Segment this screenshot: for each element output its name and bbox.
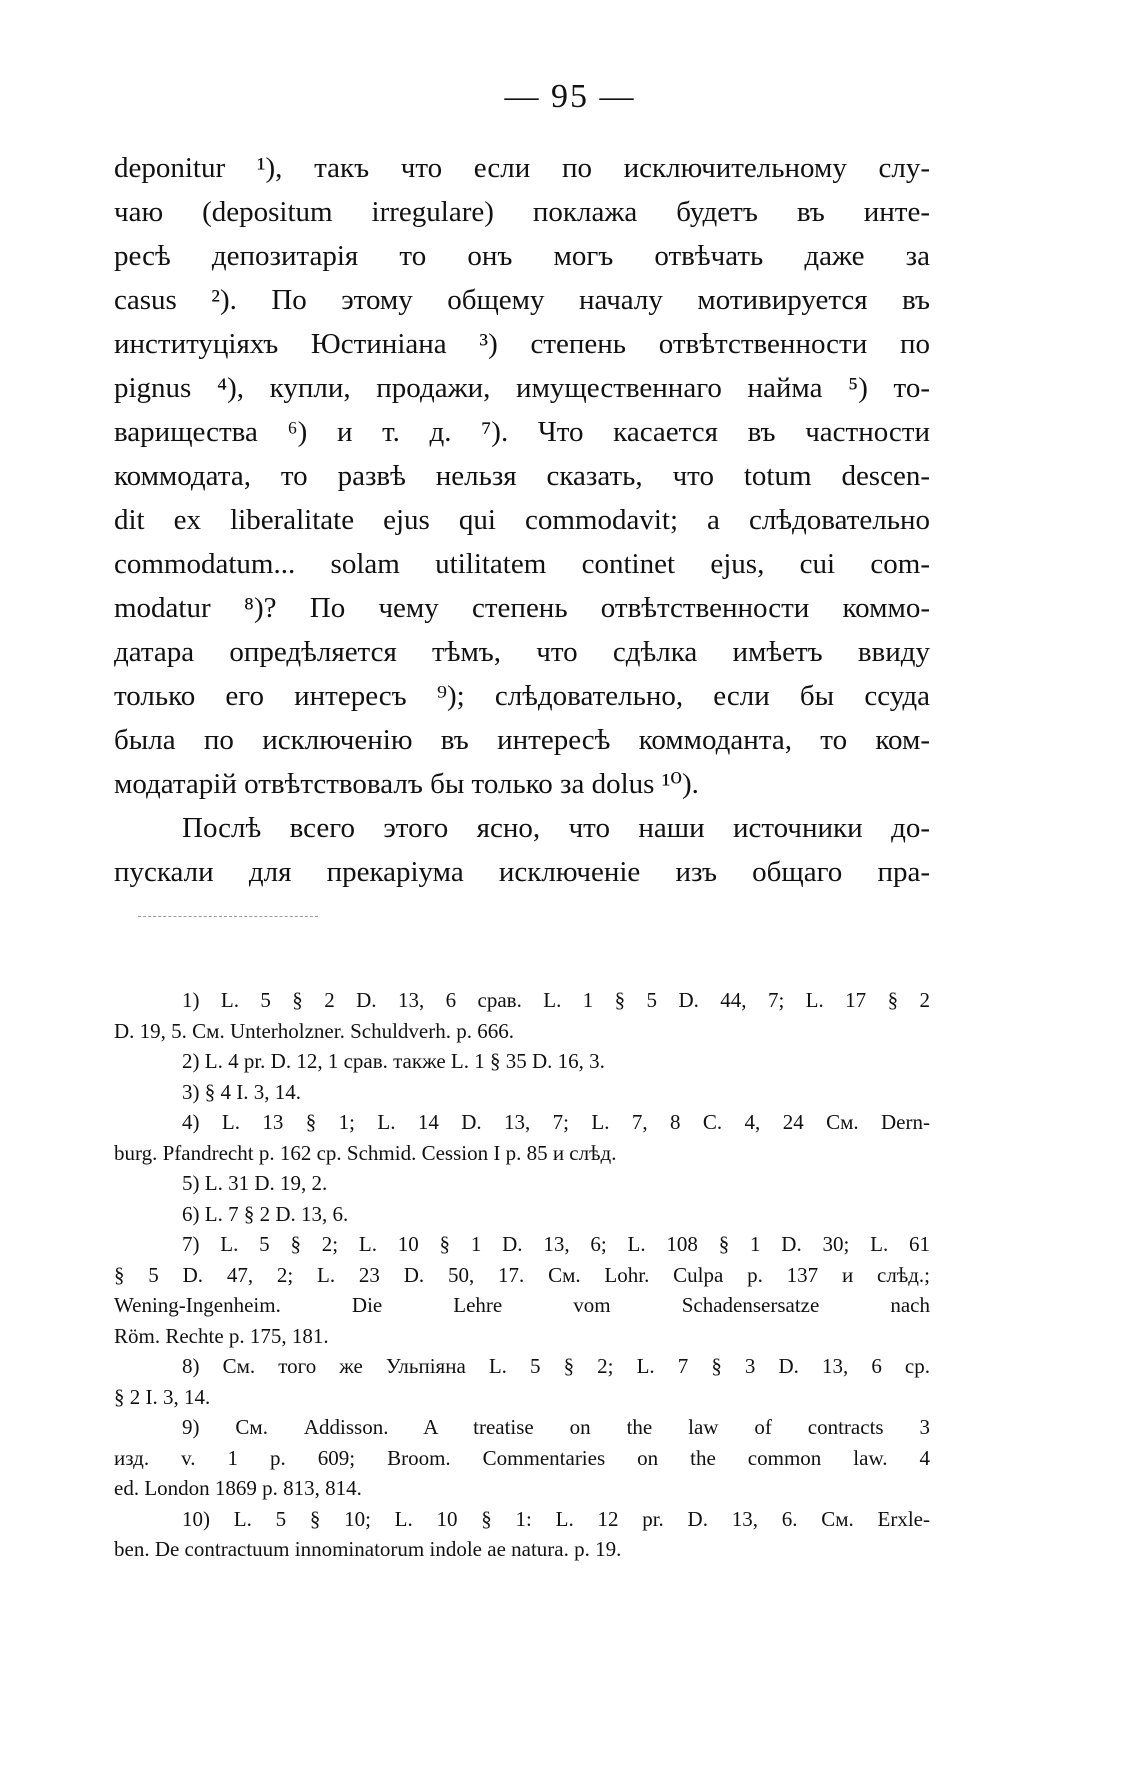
text-line: пускали для прекаріума исключеніе изъ общаго пра- [114, 856, 930, 888]
footnote-line: изд. v. 1 p. 609; Broom. Commentaries on the common law. 4 [114, 1445, 930, 1470]
footnotes [114, 985, 930, 1565]
footnote-line: burg. Pfandrecht p. 162 cp. Schmid. Cession I p. 85 и слѣд. [114, 1140, 617, 1165]
text-line: commodatum... solam utilitatem continet ejus, cui com- [114, 548, 930, 580]
footnote-line: ben. De contractuum innominatorum indole ae natura. p. 19. [114, 1537, 622, 1561]
footnote-line: § 5 D. 47, 2; L. 23 D. 50, 17. См. Lohr. Culpa p. 137 и слѣд.; [114, 1262, 930, 1287]
text-line: modatur ⁸)? По чему степень отвѣтственности коммо- [114, 592, 930, 624]
main-text [114, 146, 930, 894]
footnote-line: 6) L. 7 § 2 D. 13, 6. [182, 1201, 349, 1226]
text-line: deponitur ¹), такъ что если по исключительному слу- [114, 152, 930, 184]
text-line: только его интересъ ⁹); слѣдовательно, если бы ссуда [114, 680, 930, 712]
text-line: институціяхъ Юстиніана ³) степень отвѣтственности по [114, 328, 930, 360]
text-line-paragraph-start: Послѣ всего этого ясно, что наши источники до- [182, 812, 930, 844]
footnote-line: ed. London 1869 p. 813, 814. [114, 1476, 362, 1500]
text-line: dit ex liberalitate ejus qui commodavit; а слѣдовательно [114, 504, 930, 536]
text-line: варищества ⁶) и т. д. ⁷). Что касается въ частности [114, 416, 930, 448]
footnote-line: Wening-Ingenheim. Die Lehre vom Schadensersatze nach [114, 1293, 930, 1317]
text-line: была по исключенію въ интересѣ коммоданта, то ком- [114, 724, 930, 756]
text-line: модатарій отвѣтствовалъ бы только за dolus ¹⁰). [114, 768, 699, 800]
footnote-line: 10) L. 5 § 10; L. 10 § 1: L. 12 pr. D. 13, 6. См. Erxle- [182, 1506, 930, 1531]
footnote-line: 4) L. 13 § 1; L. 14 D. 13, 7; L. 7, 8 C. 4, 24 См. Dern- [182, 1110, 930, 1134]
footnote-line: 9) См. Addisson. A treatise on the law of contracts 3 [182, 1415, 930, 1439]
footnote-line: 1) L. 5 § 2 D. 13, 6 срав. L. 1 § 5 D. 44, 7; L. 17 § 2 [182, 988, 930, 1012]
footnote-separator [138, 916, 318, 917]
text-line: коммодата, то развѣ нельзя сказать, что totum descen- [114, 460, 930, 492]
footnote-line: 2) L. 4 pr. D. 12, 1 срав. также L. 1 § 35 D. 16, 3. [182, 1049, 605, 1073]
text-line: casus ²). По этому общему началу мотивируется въ [114, 284, 930, 316]
footnote-line: D. 19, 5. См. Unterholzner. Schuldverh. p. 666. [114, 1018, 514, 1043]
text-line: ресѣ депозитарія то онъ могъ отвѣчать даже за [114, 240, 930, 272]
text-line: датара опредѣляется тѣмъ, что сдѣлка имѣетъ ввиду [114, 636, 930, 668]
footnote-line: 7) L. 5 § 2; L. 10 § 1 D. 13, 6; L. 108 § 1 D. 30; L. 61 [182, 1232, 930, 1256]
page-number: — 95 — [504, 78, 636, 115]
footnote-line: 3) § 4 I. 3, 14. [182, 1079, 301, 1104]
footnote-line: 5) L. 31 D. 19, 2. [182, 1171, 328, 1195]
footnote-line: Röm. Rechte p. 175, 181. [114, 1323, 329, 1348]
text-line: pignus ⁴), купли, продажи, имущественнаго найма ⁵) то- [114, 372, 930, 404]
footnote-line: § 2 I. 3, 14. [114, 1384, 211, 1409]
footnote-line: 8) См. того же Ульпіяна L. 5 § 2; L. 7 § 3 D. 13, 6 cp. [182, 1354, 930, 1378]
text-line: чаю (depositum irregulare) поклажа будетъ въ инте- [114, 196, 930, 228]
